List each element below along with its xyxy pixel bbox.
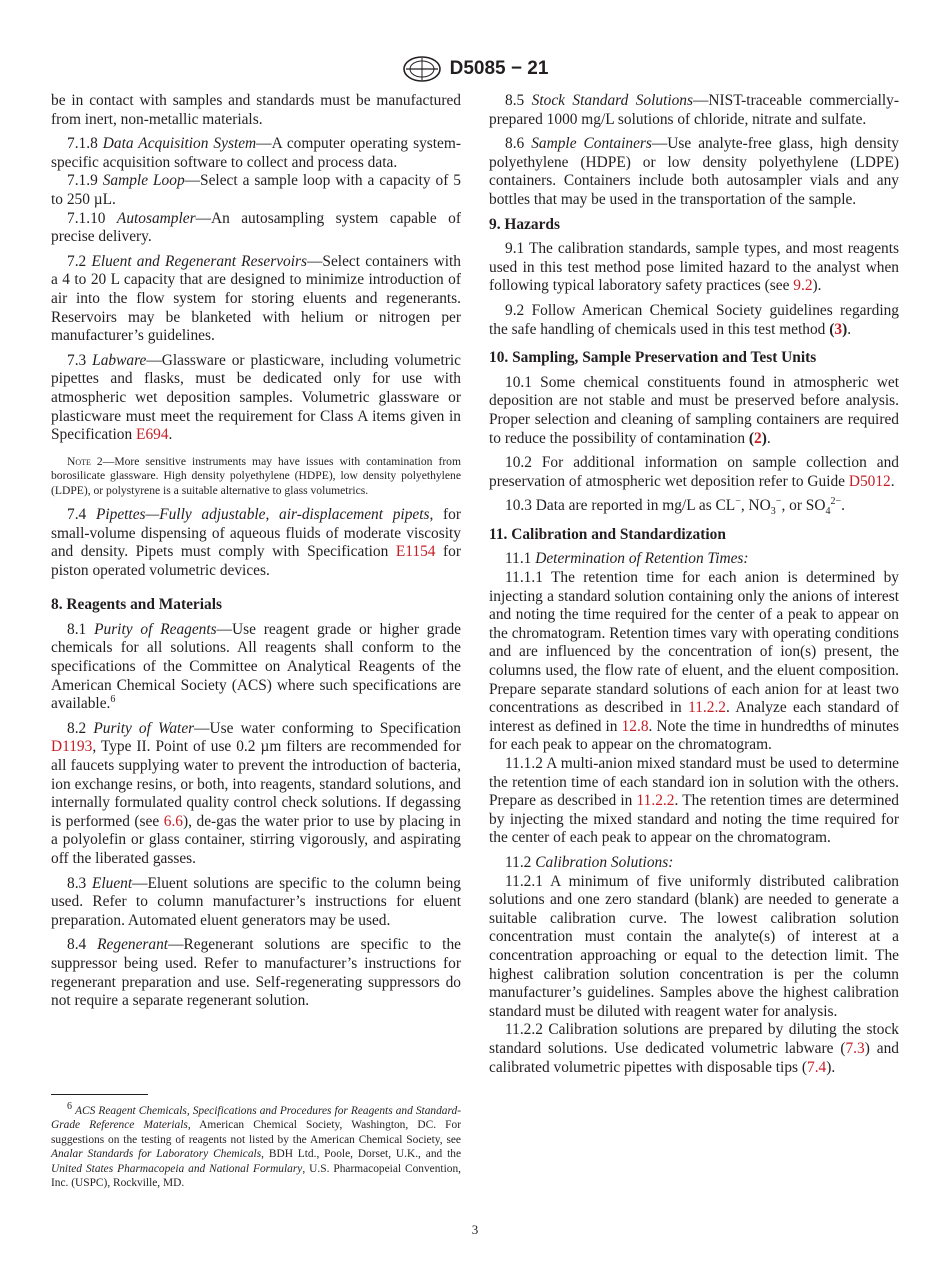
footnote-ref: 6 — [110, 694, 116, 706]
link-e1154[interactable]: E1154 — [395, 543, 436, 561]
paragraph-11-1-2: 11.1.2 A multi-anion mixed standard must be used to determine the retention time of each standard ion in solution with the others. Prepare as described in 11.2.2. The retention times are determined by injecting the mixed standard and noting the time required for the center of each peak to appear on the chromatogram. — [489, 755, 899, 847]
paragraph-7-1-10: 7.1.10 Autosampler—An autosampling system capable of precise delivery. — [51, 209, 461, 246]
paragraph-11-1: 11.1 Determination of Retention Times: — [505, 550, 749, 568]
link-9-2[interactable]: 9.2 — [793, 277, 813, 295]
note-2: Note 2—More sensitive instruments may have issues with contamination from borosilicate glassware. High density polyethylene (HDPE), low density polyethylene (LDPE), or polystyrene is a suitable alternative to glass volumetrics. — [51, 454, 461, 497]
link-12-8[interactable]: 12.8 — [621, 717, 649, 735]
link-7-3[interactable]: 7.3 — [845, 1039, 865, 1057]
section-heading-9: 9. Hazards — [489, 215, 560, 233]
paragraph-10-2: 10.2 For additional information on sample collection and preservation of atmospheric wet deposition refer to Guide D5012. — [489, 454, 899, 490]
reference-2[interactable]: 2 — [754, 429, 762, 447]
paragraph-11-2: 11.2 Calibration Solutions: — [505, 853, 674, 871]
right-column — [489, 92, 899, 1083]
paragraph-9-1: 9.1 The calibration standards, sample types, and most reagents used in this test method pose limited hazard to the analyst when following typical laboratory safety practices (see 9.2). — [489, 240, 899, 295]
link-6-6[interactable]: 6.6 — [163, 812, 183, 830]
paragraph-8-3: 8.3 Eluent—Eluent solutions are specific to the column being used. Refer to column manufacturer’s instructions for eluent preparation. Automated eluent generators may be used. — [51, 874, 461, 929]
footnote-divider — [51, 1094, 148, 1095]
section-heading-11: 11. Calibration and Standardization — [489, 525, 726, 543]
page-header — [0, 56, 950, 82]
paragraph-10-1: 10.1 Some chemical constituents found in atmospheric wet deposition are not stable and must be preserved before analysis. Proper selection and cleaning of sampling containers are required to reduce the possibility of contamination (2). — [489, 373, 899, 447]
paragraph-11-2-1: 11.2.1 A minimum of five uniformly distributed calibration solutions and one zero standard (blank) are needed to generate a suitable calibration curve. The lowest calibration solution concentration must contain the analyte(s) of interest at a concentration approaching or equal to the detection limit. The highest calibration solution concentration is per the column manufacturer’s guidelines. Samples above the highest calibration standard must be diluted with reagent water for analysis. — [489, 872, 899, 1020]
paragraph-8-1: 8.1 Purity of Reagents—Use reagent grade or higher grade chemicals for all solutions. All reagents shall conform to the specifications of the Committee on Analytical Reagents of the American Chemical Society (ACS) where such specifications are available.$^6$ — [51, 620, 461, 713]
paragraph: be in contact with samples and standards must be manufactured from inert, non-metallic materials. — [51, 92, 461, 128]
link-d5012[interactable]: D5012 — [848, 472, 891, 490]
paragraph-8-6: 8.6 Sample Containers—Use analyte-free glass, high density polyethylene (HDPE) or low density polyethylene (LDPE) containers. Containers include both autosampler vials and any bottles that may be used in the transportation of the sample. — [489, 135, 899, 208]
paragraph-11-1-1: 11.1.1 The retention time for each anion is determined by injecting a standard solution containing only the anions of interest and noting the time required for the center of a peak to appear on the chromatogram. Retention times vary with operating conditions and are influenced by the concentration of ion(s) present, the columns used, the flow rate of eluent, and the eluent composition. Prepare separate standard solutions of each anion for at least two concentrations as described in 11.2.2. Analyze each standard of interest as defined in 12.8. Note the time in hundredths of minutes for each peak to appear on the chromatogram. — [489, 569, 899, 754]
link-7-4[interactable]: 7.4 — [807, 1058, 827, 1076]
section-heading-8: 8. Reagents and Materials — [51, 596, 222, 614]
paragraph-7-4: 7.4 Pipettes—Fully adjustable, air-displacement pipets, for small-volume dispensing of aqueous fluids of moderate viscosity and density. Pipets must comply with Specification E1154 for piston operated volumetric devices. — [51, 505, 462, 579]
page-number: 3 — [471, 1222, 479, 1237]
document-id: D5085 − 21 — [449, 58, 549, 79]
paragraph-7-3: 7.3 Labware—Glassware or plasticware, including volumetric pipettes and flasks, must be dedicated only for use with atmospheric wet deposition samples. Volumetric glassware or plasticware must meet the requirement for Class A items given in Specification E694. — [51, 351, 461, 444]
paragraph-7-1-9: 7.1.9 Sample Loop—Select a sample loop with a capacity of 5 to 250 µL. — [51, 172, 461, 208]
link-e694[interactable]: E694 — [136, 426, 169, 444]
paragraph-10-3: 10.3 Data are reported in mg/L as CL−, $NO_3^-$, or $SO_4^{2-}$. — [505, 496, 845, 518]
left-column — [51, 92, 461, 1017]
footnote-6: $^6$ ACS Reagent Chemicals, Specifications and Procedures for Reagents and Standard-Grade Reference Materials, American Chemical Society, Washington, DC. For suggestions on the testing of reagents not listed by the American Chemical Society, see Analar Standards for Laboratory Chemicals, BDH Ltd., Poole, Dorset, U.K., and the United States Pharmacopeia and National Formulary, U.S. Pharmacopeial Convention, Inc. (USPC), Rockville, MD. — [51, 1101, 462, 1190]
paragraph-11-2-2: 11.2.2 Calibration solutions are prepared by diluting the stock standard solutions. Use dedicated volumetric labware (7.3) and calibrated volumetric pipettes with disposable tips (7.4). — [489, 1021, 899, 1076]
paragraph-8-4: 8.4 Regenerant—Regenerant solutions are specific to the suppressor being used. Refer to manufacturer’s instructions for regenerant preparation and use. Self-regenerating suppressors do not require a separate regenerant solution. — [51, 936, 461, 1010]
reference-3[interactable]: 3 — [834, 320, 843, 338]
astm-logo-icon — [402, 56, 442, 82]
paragraph-8-2: 8.2 Purity of Water—Use water conforming to Specification D1193, Type II. Point of use 0.2 µm filters are recommended for all faucets supplying water to prevent the introduction of bacteria, ion exchange resins, or both, into reagents, standard solutions, and internally formulated quality control check solutions. If degassing is performed (see 6.6), de-gas the water prior to use by placing in a polyolefin or glass container, stirring vigorously, and aspirating off the liberated gasses. — [51, 719, 461, 867]
paragraph-7-2: 7.2 Eluent and Regenerant Reservoirs—Select containers with a 4 to 20 L capacity that are designed to minimize introduction of air into the flow system for storing eluents and regenerants. Reservoirs may be blanketed with helium or nitrogen per manufacturer’s guidelines. — [51, 252, 461, 345]
link-11-2-2[interactable]: 11.2.2 — [688, 699, 726, 717]
link-11-2-2[interactable]: 11.2.2 — [636, 792, 675, 810]
section-heading-10: 10. Sampling, Sample Preservation and Test Units — [489, 349, 817, 367]
paragraph-7-1-8: 7.1.8 Data Acquisition System—A computer operating system-specific acquisition software to collect and process data. — [51, 135, 461, 171]
paragraph-8-5: 8.5 Stock Standard Solutions—NIST-traceable commercially-prepared 1000 mg/L solutions of chloride, nitrate and sulfate. — [489, 92, 899, 128]
link-d1193[interactable]: D1193 — [51, 738, 93, 756]
paragraph-9-2: 9.2 Follow American Chemical Society guidelines regarding the safe handling of chemicals used in this test method (3). — [489, 301, 899, 338]
